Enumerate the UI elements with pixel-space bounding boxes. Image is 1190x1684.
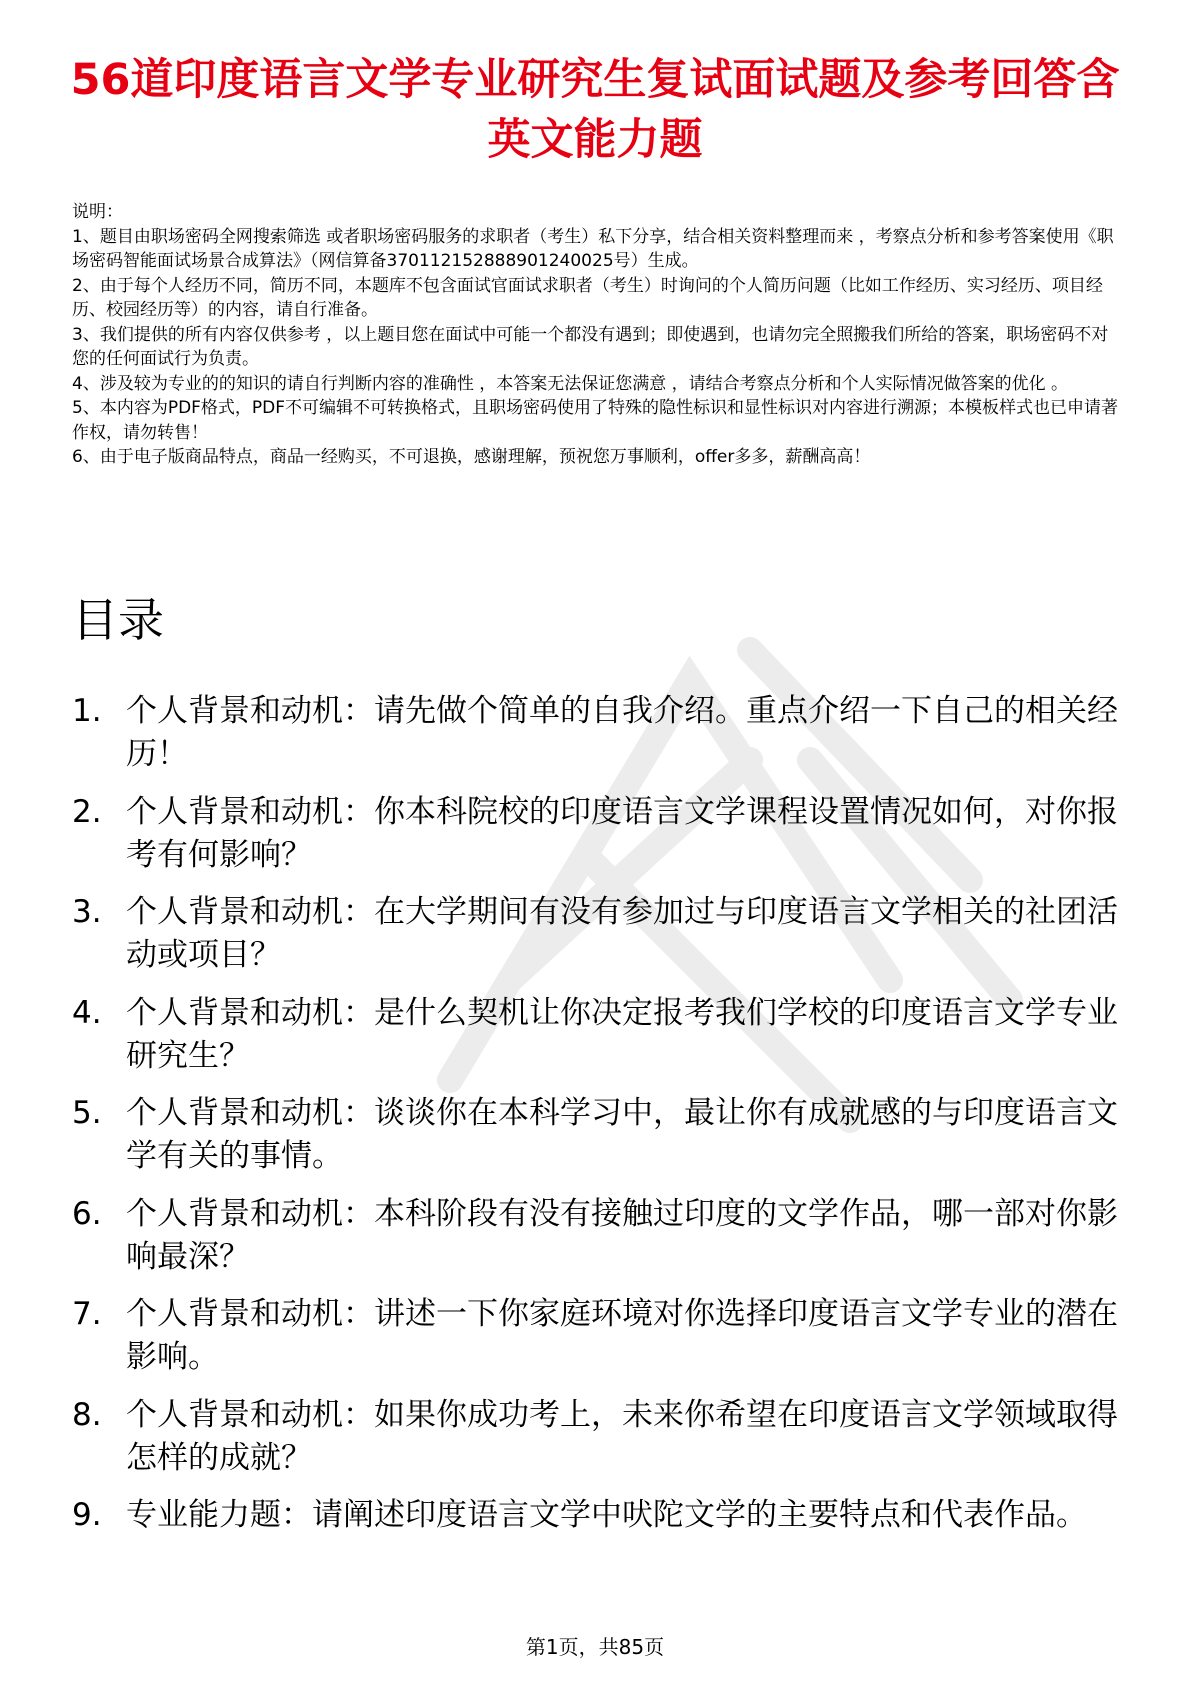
toc-item-number: 4. — [72, 994, 102, 1031]
notes-label: 说明： — [72, 202, 123, 222]
disclaimer-notes — [72, 200, 1122, 470]
toc-item-text: 专业能力题：请阐述印度语言文学中吠陀文学的主要特点和代表作品。 — [126, 1497, 1087, 1533]
page-footer: 第1页，共85页 — [525, 1635, 665, 1659]
toc-item-text: 个人背景和动机：是什么契机让你决定报考我们学校的印度语言文学专业研究生？ — [126, 994, 1118, 1074]
toc-item[interactable] — [72, 1092, 1122, 1178]
toc-item[interactable] — [72, 1293, 1122, 1379]
table-of-contents — [72, 690, 1122, 1552]
toc-item-number: 6. — [72, 1195, 102, 1232]
toc-item-text: 个人背景和动机：请先做个简单的自我介绍。重点介绍一下自己的相关经历！ — [126, 693, 1118, 772]
toc-item-text: 个人背景和动机：你本科院校的印度语言文学课程设置情况如何，对你报考有何影响？ — [126, 793, 1118, 873]
toc-item-number: 7. — [72, 1296, 102, 1332]
toc-item[interactable] — [72, 992, 1122, 1078]
toc-item[interactable] — [72, 891, 1122, 977]
toc-item-number: 2. — [72, 793, 102, 830]
note-item: 3、我们提供的所有内容仅供参考 ，以上题目您在面试中可能一个都没有遇到；即使遇到，也请勿完全照搬我们所给的答案，职场密码不对您的任何面试行为负责。 — [72, 324, 1109, 369]
toc-item-number: 5. — [72, 1095, 102, 1131]
note-item: 4、涉及较为专业的的知识的请自行判断内容的准确性 ，本答案无法保证您满意 ，请结合考察点分析和个人实际情况做答案的优化 。 — [72, 373, 1069, 394]
toc-item-number: 9. — [72, 1497, 102, 1533]
toc-item[interactable] — [72, 690, 1122, 776]
toc-item[interactable] — [72, 1394, 1122, 1480]
toc-item-number: 8. — [72, 1396, 102, 1433]
document-title: 56道印度语言文学专业研究生复试面试题及参考回答含英文能力题 — [70, 55, 1120, 165]
toc-heading: 目录 — [72, 593, 164, 647]
toc-item-number: 1. — [72, 693, 102, 729]
toc-item[interactable] — [72, 1494, 1122, 1537]
toc-item-text: 个人背景和动机：本科阶段有没有接触过印度的文学作品，哪一部对你影响最深？ — [126, 1195, 1118, 1275]
toc-item-text: 个人背景和动机：谈谈你在本科学习中，最让你有成就感的与印度语言文学有关的事情。 — [126, 1095, 1118, 1174]
toc-item-text: 个人背景和动机：在大学期间有没有参加过与印度语言文学相关的社团活动或项目？ — [126, 894, 1118, 973]
toc-item-number: 3. — [72, 894, 102, 930]
toc-item[interactable] — [72, 791, 1122, 877]
note-item: 1、题目由职场密码全网搜索筛选 或者职场密码服务的求职者（考生）私下分享，结合相关资料整理而来 ，考察点分析和参考答案使用《职场密码智能面试场景合成算法》（网信算备370112152888901240025号）生成。 — [72, 226, 1114, 271]
toc-item-text: 个人背景和动机：讲述一下你家庭环境对你选择印度语言文学专业的潜在影响。 — [126, 1296, 1118, 1375]
note-item: 5、本内容为PDF格式，PDF不可编辑不可转换格式，且职场密码使用了特殊的隐性标识和显性标识对内容进行溯源；本模板样式也已申请著作权，请勿转售！ — [72, 398, 1119, 443]
note-item: 6、由于电子版商品特点，商品一经购买，不可退换，感谢理解，预祝您万事顺利，offer多多，薪酬高高！ — [72, 447, 871, 467]
note-item: 2、由于每个人经历不同，简历不同，本题库不包含面试官面试求职者（考生）时询问的个人简历问题（比如工作经历、实习经历、项目经历、校园经历等）的内容，请自行准备。 — [72, 275, 1103, 320]
toc-item[interactable] — [72, 1193, 1122, 1279]
toc-item-text: 个人背景和动机：如果你成功考上，未来你希望在印度语言文学领域取得怎样的成就？ — [126, 1396, 1118, 1476]
